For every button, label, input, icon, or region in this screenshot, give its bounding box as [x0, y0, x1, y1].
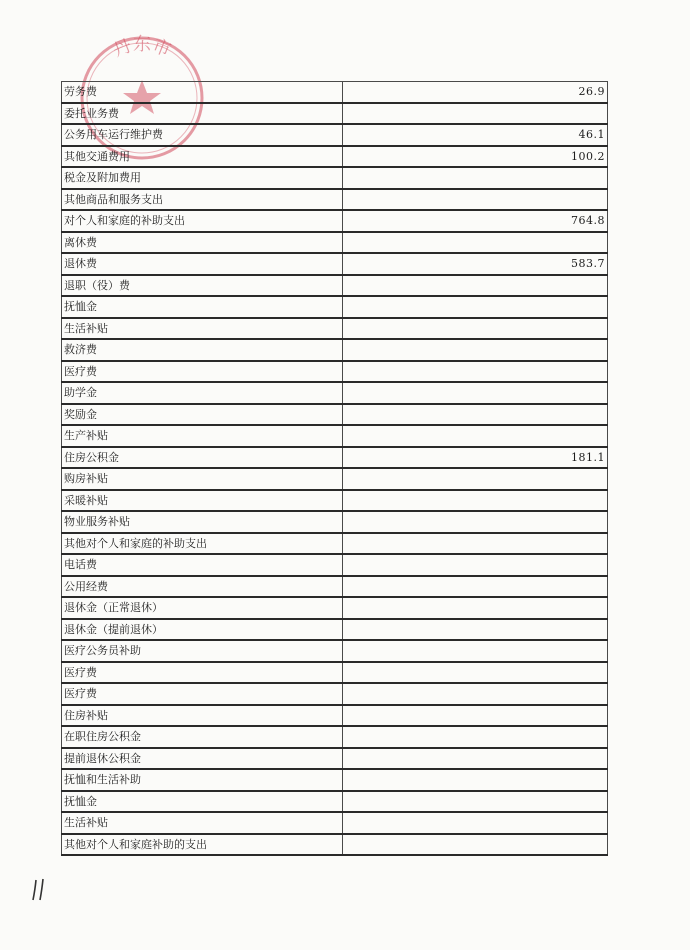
table-row [62, 103, 608, 125]
row-label: 医疗公务员补助 [62, 640, 343, 662]
row-value [343, 103, 608, 125]
table-row [62, 490, 608, 512]
row-label: 退休金（正常退休） [62, 597, 343, 619]
row-label: 其他交通费用 [62, 146, 343, 168]
table-row [62, 468, 608, 490]
row-label: 医疗费 [62, 361, 343, 383]
row-value [343, 597, 608, 619]
table-row [62, 146, 608, 168]
handwritten-mark-icon [30, 876, 54, 904]
row-value [343, 339, 608, 361]
table-row [62, 662, 608, 684]
row-label: 抚恤和生活补助 [62, 769, 343, 791]
table-row [62, 791, 608, 813]
row-value [343, 640, 608, 662]
row-value [343, 232, 608, 254]
table-row [62, 124, 608, 146]
row-value [343, 812, 608, 834]
row-label: 医疗费 [62, 683, 343, 705]
row-label: 其他商品和服务支出 [62, 189, 343, 211]
expense-table [61, 81, 608, 856]
row-value [343, 296, 608, 318]
svg-text:丹东市 [110, 34, 174, 61]
table-row [62, 705, 608, 727]
table-row [62, 554, 608, 576]
row-label: 医疗费 [62, 662, 343, 684]
row-value [343, 189, 608, 211]
table-row [62, 640, 608, 662]
row-value [343, 726, 608, 748]
row-label: 公务用车运行维护费 [62, 124, 343, 146]
table-row [62, 382, 608, 404]
row-label: 抚恤金 [62, 296, 343, 318]
row-label: 住房补贴 [62, 705, 343, 727]
row-label: 生活补贴 [62, 812, 343, 834]
row-label: 住房公积金 [62, 447, 343, 469]
row-value: 764.8 [343, 210, 608, 232]
row-value [343, 834, 608, 856]
row-label: 劳务费 [62, 82, 343, 103]
row-label: 奖励金 [62, 404, 343, 426]
row-label: 退休费 [62, 253, 343, 275]
table-row [62, 425, 608, 447]
row-value [343, 769, 608, 791]
row-value [343, 318, 608, 340]
row-label: 生活补贴 [62, 318, 343, 340]
row-value [343, 554, 608, 576]
row-label: 其他对个人和家庭的补助支出 [62, 533, 343, 555]
table-row [62, 511, 608, 533]
row-label: 助学金 [62, 382, 343, 404]
row-label: 退职（役）费 [62, 275, 343, 297]
seal-text: 丹东市 [110, 34, 174, 62]
row-label: 提前退休公积金 [62, 748, 343, 770]
table-row [62, 683, 608, 705]
row-value [343, 683, 608, 705]
row-value [343, 404, 608, 426]
table-row [62, 726, 608, 748]
row-label: 委托业务费 [62, 103, 343, 125]
table-row [62, 533, 608, 555]
row-value [343, 533, 608, 555]
row-label: 救济费 [62, 339, 343, 361]
row-label: 采暖补贴 [62, 490, 343, 512]
row-value: 26.9 [343, 82, 608, 103]
row-label: 电话费 [62, 554, 343, 576]
row-value [343, 361, 608, 383]
row-label: 购房补贴 [62, 468, 343, 490]
row-value [343, 748, 608, 770]
table-row [62, 210, 608, 232]
row-label: 离休费 [62, 232, 343, 254]
table-row [62, 447, 608, 469]
row-label: 其他对个人和家庭补助的支出 [62, 834, 343, 856]
row-value: 583.7 [343, 253, 608, 275]
table-row [62, 318, 608, 340]
row-label: 物业服务补贴 [62, 511, 343, 533]
row-value [343, 791, 608, 813]
row-label: 生产补贴 [62, 425, 343, 447]
row-value [343, 275, 608, 297]
row-label: 公用经费 [62, 576, 343, 598]
row-value [343, 382, 608, 404]
row-value [343, 662, 608, 684]
expense-table-body [62, 82, 608, 856]
row-label: 税金及附加费用 [62, 167, 343, 189]
row-label: 抚恤金 [62, 791, 343, 813]
table-row [62, 82, 608, 103]
row-value [343, 425, 608, 447]
table-row [62, 834, 608, 856]
table-row [62, 361, 608, 383]
table-row [62, 167, 608, 189]
table-row [62, 189, 608, 211]
row-value [343, 619, 608, 641]
table-row [62, 404, 608, 426]
row-value: 100.2 [343, 146, 608, 168]
row-value: 46.1 [343, 124, 608, 146]
row-value [343, 167, 608, 189]
table-row [62, 769, 608, 791]
table-row [62, 597, 608, 619]
row-value [343, 705, 608, 727]
table-row [62, 275, 608, 297]
row-value: 181.1 [343, 447, 608, 469]
row-label: 在职住房公积金 [62, 726, 343, 748]
table-row [62, 812, 608, 834]
table-row [62, 253, 608, 275]
table-row [62, 619, 608, 641]
table-row [62, 576, 608, 598]
table-row [62, 748, 608, 770]
row-label: 退休金（提前退休） [62, 619, 343, 641]
row-value [343, 490, 608, 512]
table-row [62, 339, 608, 361]
row-label: 对个人和家庭的补助支出 [62, 210, 343, 232]
row-value [343, 511, 608, 533]
row-value [343, 468, 608, 490]
table-row [62, 296, 608, 318]
row-value [343, 576, 608, 598]
table-row [62, 232, 608, 254]
